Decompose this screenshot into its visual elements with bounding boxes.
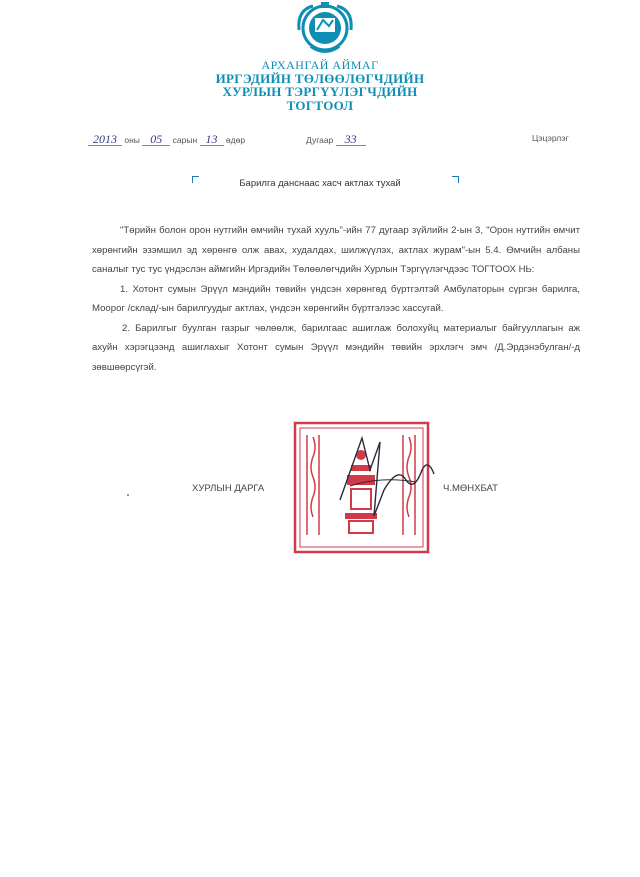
subject-title: Барилга данснаас хасч актлах тухай xyxy=(239,178,401,189)
signatory-title: ХУРЛЫН ДАРГА xyxy=(192,483,265,494)
date-day-suffix: өдөр xyxy=(225,135,246,145)
letterhead-line-2: ХУРЛЫН ТЭРГҮҮЛЭГЧДИЙН xyxy=(222,84,418,99)
date-month: 05 xyxy=(142,133,170,146)
resolution-body xyxy=(92,221,580,377)
place-name: Цэцэрлэг xyxy=(532,133,569,143)
scan-speck xyxy=(127,494,129,496)
handwritten-signature xyxy=(310,430,440,530)
body-paragraph-3: 2. Барилгыг буулган газрыг чөлөөлж, барилгаас ашиглаж болохуйц материалыг байгууллагын аж ахуйн хэрэгцээнд ашиглахыг Хотонт сумын Эрүүл мэндийн төвийн эрхлэгч эмч /Д.Эрдэнэбулган/-д зөвшөөрсүгэй. xyxy=(92,322,580,373)
letterhead-line-3: ТОГТООЛ xyxy=(286,98,354,113)
signatory-name: Ч.МӨНХБАТ xyxy=(443,483,498,494)
subject-bracket-right xyxy=(452,176,459,183)
date-year: 2013 xyxy=(88,133,122,146)
date-line xyxy=(88,133,245,146)
body-paragraph-1: "Төрийн болон орон нутгийн өмчийн тухай хууль"-ийн 77 дугаар зүйлийн 2-ын 3, "Орон нутгийн өмчит хөрөнгийн эзэмшил эд хөрөнгө олж авах, худалдах, шилжүүлэх, актлах журам"-ын 5.4. Өмчийн албаны саналыг тус тус үндэслэн аймгийн Иргэдийн Төлөөлөгчдийн Хурлын Тэргүүлэгчдээс ТОГТООХ НЬ: xyxy=(92,225,580,275)
letterhead-aimag: АРХАНГАЙ АЙМАГ xyxy=(261,58,379,72)
body-paragraph-2: 1. Хотонт сумын Эрүүл мэндийн төвийн үндсэн хөрөнгөд бүртгэлтэй Амбулаторын сүргэн барилга, Моорог /склад/-ын барилгуудыг актлах, үндсэн хөрөнгийн бүртгэлээс хассугай. xyxy=(92,283,580,314)
number-value: 33 xyxy=(336,133,366,146)
date-day: 13 xyxy=(200,133,224,146)
date-month-suffix: сарын xyxy=(172,135,198,145)
letterhead-line-1: ИРГЭДИЙН ТӨЛӨӨЛӨГЧДИЙН xyxy=(215,71,425,86)
date-year-suffix: оны xyxy=(124,135,140,145)
number-label: Дугаар xyxy=(306,135,334,145)
state-emblem-icon xyxy=(293,0,357,58)
number-line xyxy=(306,133,366,146)
